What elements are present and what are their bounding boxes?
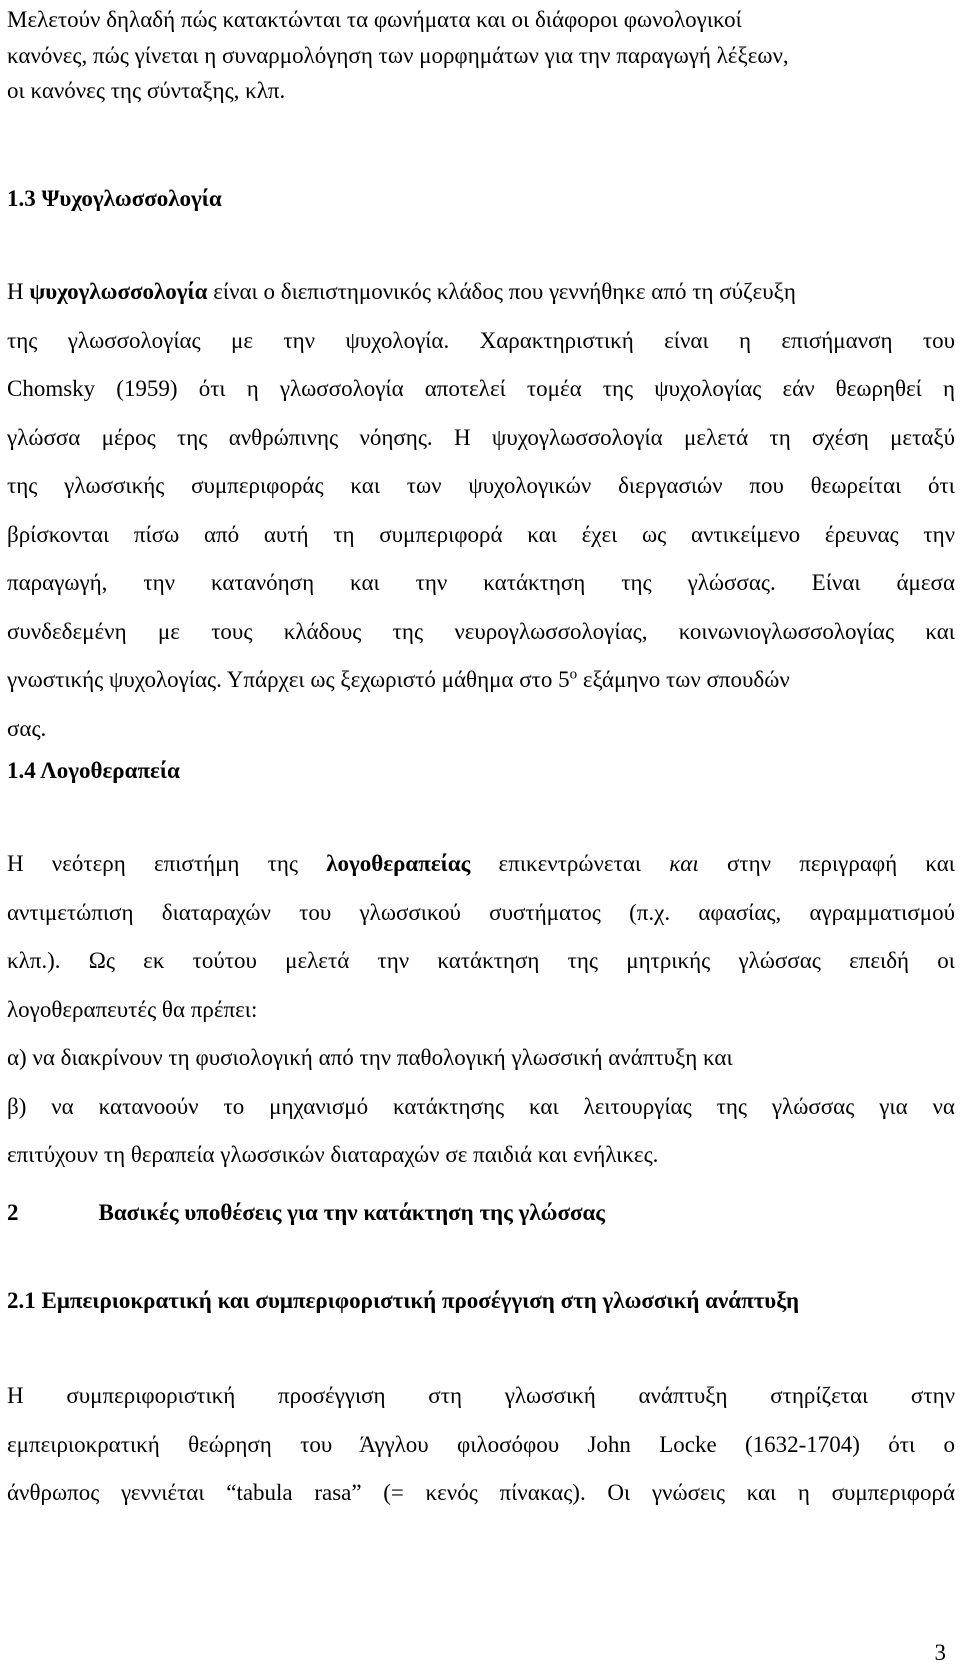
paragraph-line: εμπειριοκρατική θεώρηση του Άγγλου φιλοσόφου John Locke (1632-1704) ότι ο (7, 1431, 955, 1457)
paragraph-line: Η ψυχογλωσσολογία είναι ο διεπιστημονικός κλάδος που γεννήθηκε από τη σύζευξη (7, 279, 796, 304)
paragraph-line: Η νεότερη επιστήμη της λογοθεραπείας επικεντρώνεται και στην περιγραφή και (7, 851, 955, 876)
paragraph-line: συνδεδεμένη με τους κλάδους της νευρογλωσσολογίας, κοινωνιογλωσσολογίας και (7, 618, 955, 644)
term-speech-therapy: λογοθεραπείας (326, 851, 471, 876)
intro-line: οι κανόνες της σύνταξης, κλπ. (7, 78, 286, 104)
paragraph-line: λογοθεραπευτές θα πρέπει: (7, 996, 258, 1022)
intro-line: κανόνες, πώς γίνεται η συναρμολόγηση των μορφημάτων για την παραγωγή λέξεων, (7, 42, 789, 68)
behaviourist-paragraph (7, 1372, 955, 1518)
intro-line: Μελετούν δηλαδή πώς κατακτώνται τα φωνήματα και οι διάφοροι φωνολογικοί (7, 7, 742, 32)
paragraph-line: της γλωσσολογίας με την ψυχολογία. Χαρακτηριστική είναι η επισήμανση του (7, 327, 955, 353)
paragraph-line: Η συμπεριφοριστική προσέγγιση στη γλωσσική ανάπτυξη στηρίζεται στην (7, 1383, 955, 1408)
paragraph-line: βρίσκονται πίσω από αυτή τη συμπεριφορά και έχει ως αντικείμενο έρευνας την (7, 521, 955, 547)
paragraph-line: της γλωσσικής συμπεριφοράς και των ψυχολογικών διεργασιών που θεωρείται ότι (7, 473, 955, 498)
speech-therapy-paragraph (7, 840, 955, 1180)
emphasis-and: και (669, 851, 699, 876)
paragraph-line: γλώσσα μέρος της ανθρώπινης νόησης. Η ψυχογλωσσολογία μελετά τη σχέση μεταξύ (7, 424, 955, 450)
paragraph-line: κλπ.). Ως εκ τούτου μελετά την κατάκτηση της μητρικής γλώσσας επειδή οι (7, 948, 955, 973)
paragraph-line: παραγωγή, την κατανόηση και την κατάκτηση της γλώσσας. Είναι άμεσα (7, 570, 955, 595)
section-number: 2 (7, 1200, 19, 1225)
term-psycholinguistics: ψυχογλωσσολογία (29, 279, 208, 304)
list-item-a: α) να διακρίνουν τη φυσιολογική από την παθολογική γλωσσική ανάπτυξη και (7, 1045, 733, 1070)
page-number: 3 (934, 1640, 946, 1665)
superscript: ο (569, 666, 578, 683)
paragraph-line: σας. (7, 715, 47, 741)
list-item-b-continued: επιτύχουν τη θεραπεία γλωσσικών διαταραχών σε παιδιά και ενήλικες. (7, 1142, 659, 1167)
paragraph-line: αντιμετώπιση διαταραχών του γλωσσικού συστήματος (π.χ. αφασίας, αγραμματισμού (7, 899, 955, 925)
section-heading-2-1: 2.1 Εμπειριοκρατική και συμπεριφοριστική προσέγγιση στη γλωσσική ανάπτυξη (7, 1288, 800, 1313)
section-heading-1-3: 1.3 Ψυχογλωσσολογία (7, 186, 222, 211)
section-title: Βασικές υποθέσεις για την κατάκτηση της γλώσσας (98, 1200, 606, 1225)
paragraph-line: γνωστικής ψυχολογίας. Υπάρχει ως ξεχωριστό μάθημα στο $5^o$ εξάμηνο των σπουδών (7, 666, 790, 692)
intro-paragraph (7, 2, 955, 109)
paragraph-line: άνθρωπος γεννιέται “tabula rasa” (= κενός πίνακας). Οι γνώσεις και η συμπεριφορά (7, 1480, 955, 1505)
list-item-b: β) να κατανοούν το μηχανισμό κατάκτησης και λειτουργίας της γλώσσας για να (7, 1093, 955, 1119)
section-heading-2 (7, 1200, 605, 1226)
paragraph-line: Chomsky (1959) ότι η γλωσσολογία αποτελεί τομέα της ψυχολογίας εάν θεωρηθεί η (7, 376, 955, 401)
psycholinguistics-paragraph (7, 268, 955, 753)
section-heading-1-4: 1.4 Λογοθεραπεία (7, 758, 180, 783)
